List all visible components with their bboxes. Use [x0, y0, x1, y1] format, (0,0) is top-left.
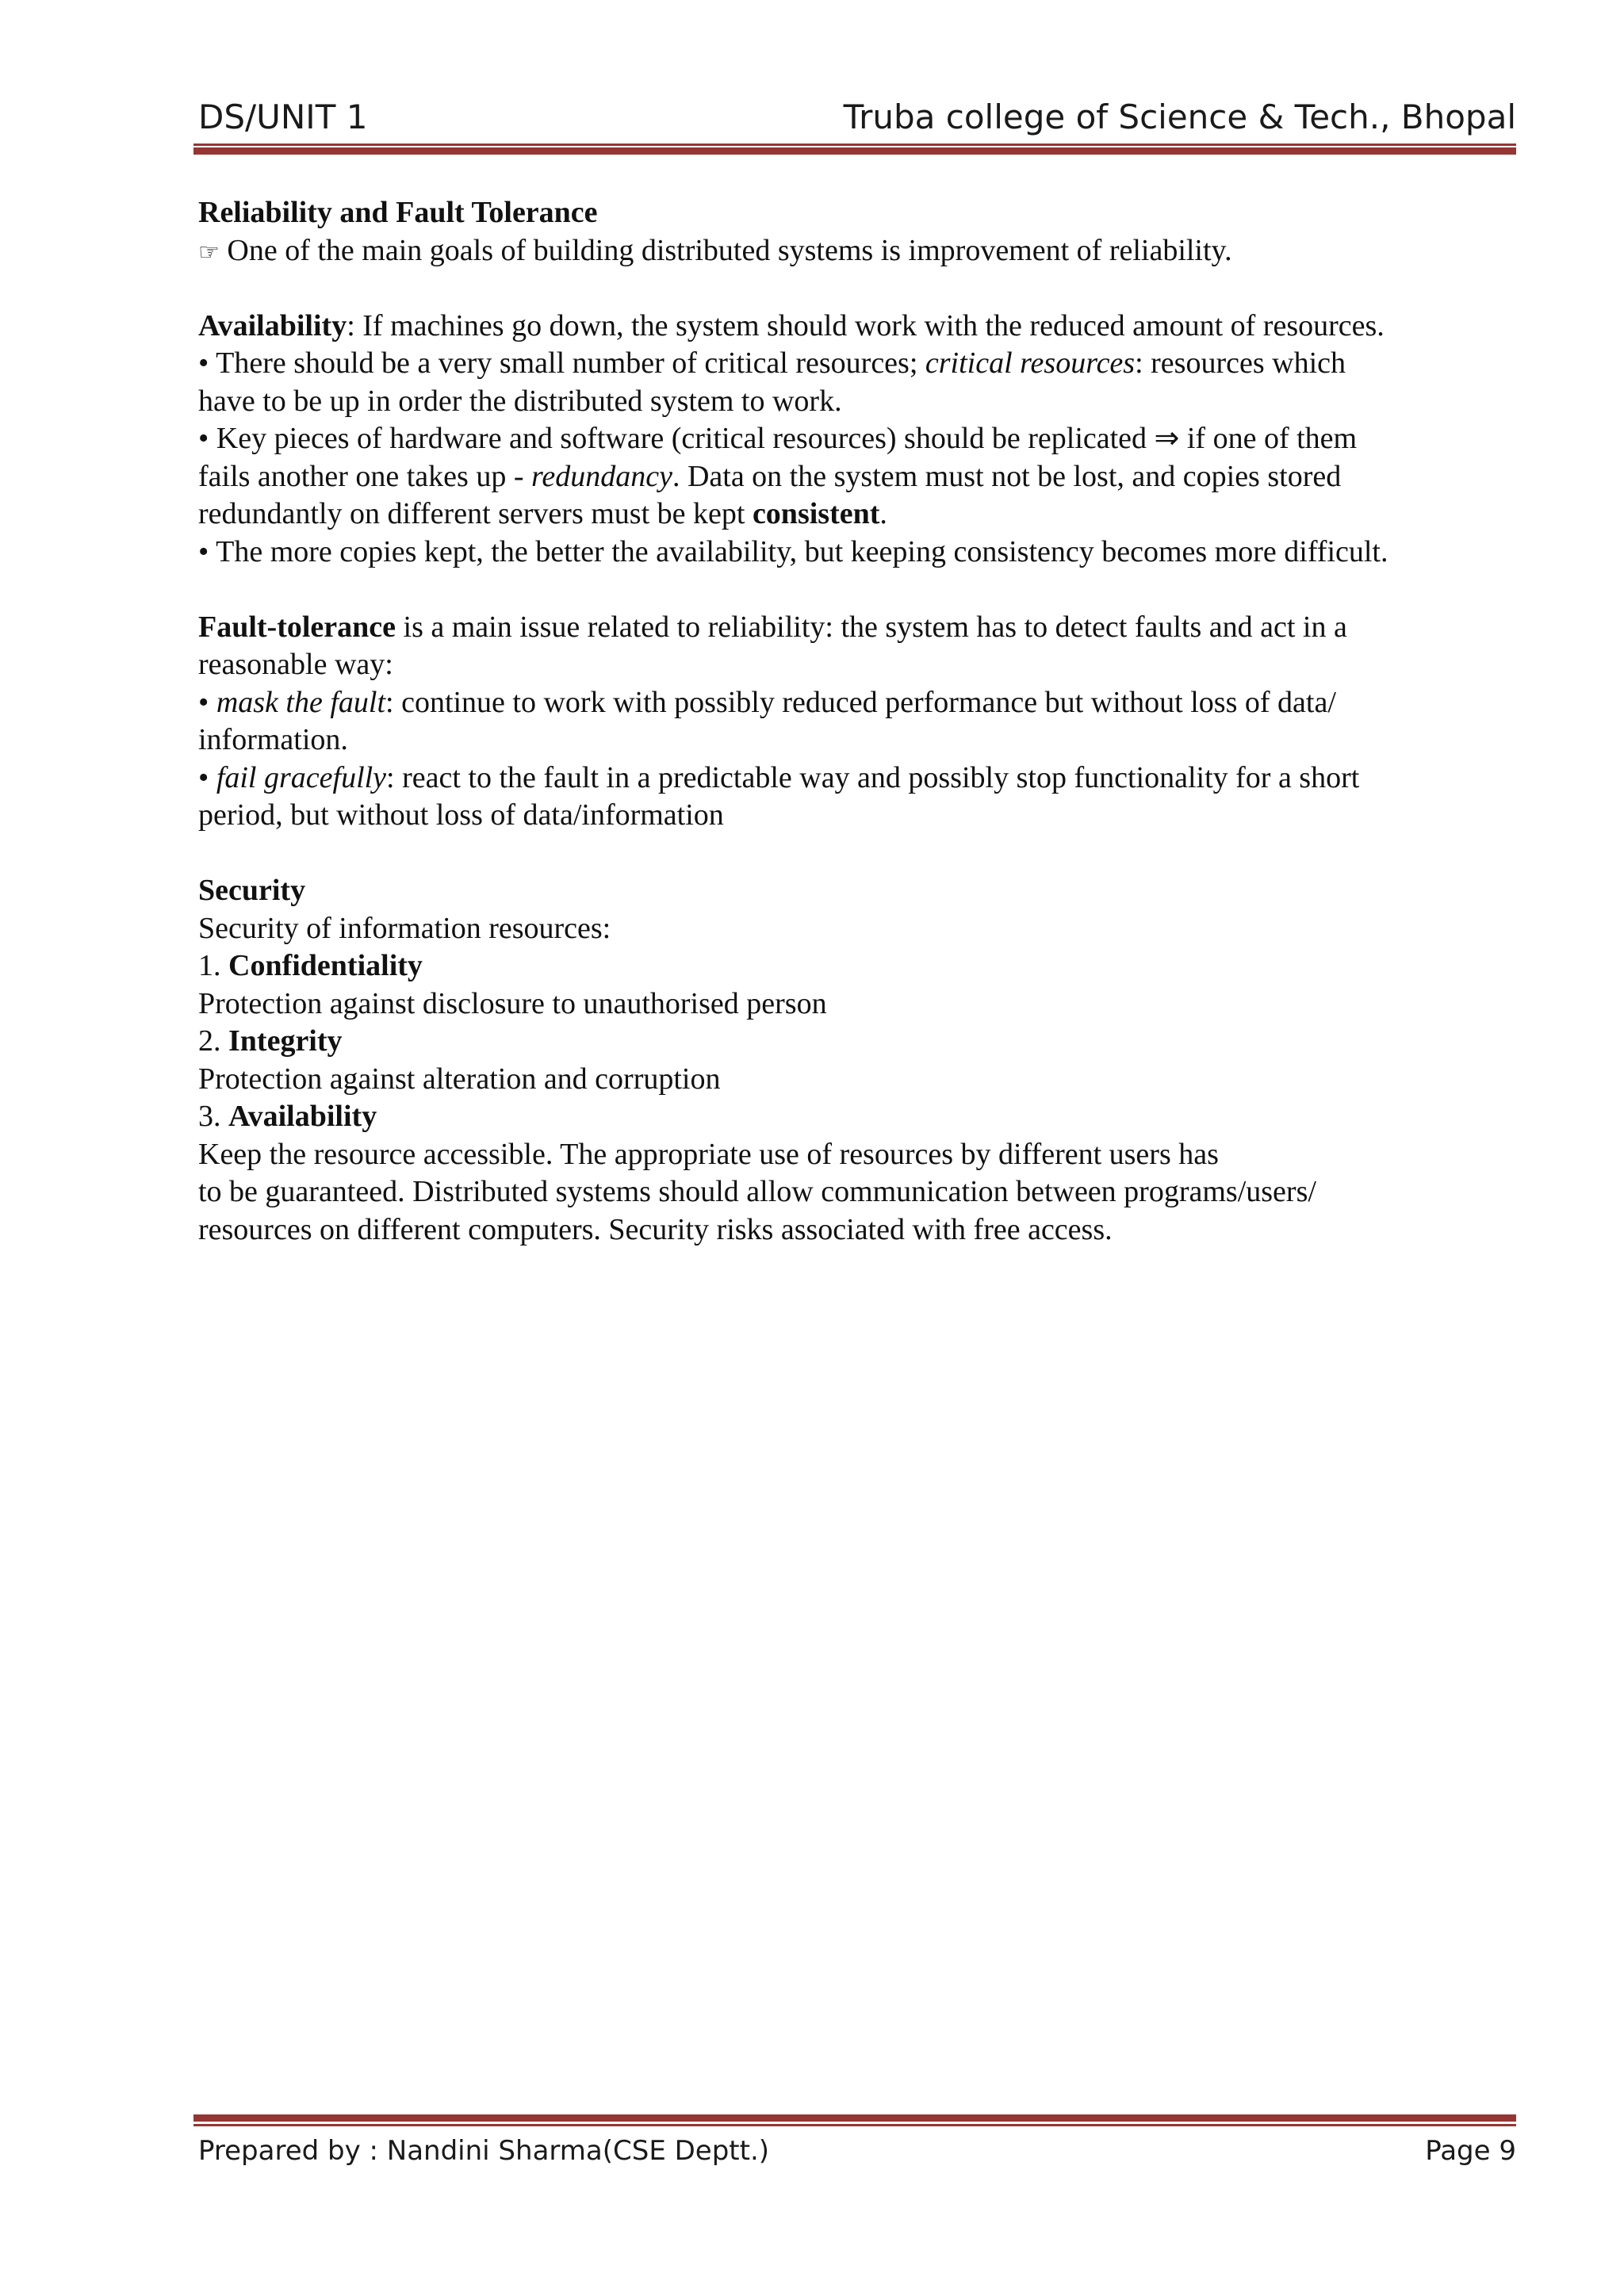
availability-bullet-2-cont-2: redundantly on different servers must be kept consistent. — [198, 497, 887, 530]
page-footer — [198, 2131, 1516, 2171]
header-rule-thick — [193, 147, 1516, 155]
fault-tolerance-bullet-1: • mask the fault: continue to work with possibly reduced performance but without loss of data/ — [198, 685, 1336, 719]
reliability-intro: ☞ One of the main goals of building distributed systems is improvement of reliability. — [198, 233, 1232, 267]
availability-definition: Availability: If machines go down, the system should work with the reduced amount of resources. — [198, 308, 1385, 342]
availability-bullet-2-cont: fails another one takes up - redundancy. Data on the system must not be lost, and copies stored — [198, 459, 1342, 493]
security-item-3-title: 3. Availability — [198, 1100, 377, 1133]
security-closing-line-2: to be guaranteed. Distributed systems should allow communication between programs/users/ — [198, 1175, 1316, 1208]
security-item-1-title: 1. Confidentiality — [198, 949, 423, 982]
availability-bullet-1: • There should be a very small number of critical resources; critical resources: resources which — [198, 346, 1346, 380]
security-item-2-title: 2. Integrity — [198, 1024, 343, 1058]
footer-rule-thin — [193, 2124, 1516, 2126]
availability-bullet-1-cont: have to be up in order the distributed system to work. — [198, 384, 842, 418]
header-unit-title: DS/UNIT 1 — [198, 98, 368, 136]
security-intro: Security of information resources: — [198, 911, 611, 945]
security-item-3-desc: Keep the resource accessible. The appropriate use of resources by different users has — [198, 1137, 1219, 1171]
security-item-1-desc: Protection against disclosure to unauthorised person — [198, 986, 827, 1020]
page-body — [198, 194, 1530, 1249]
footer-page-number: Page 9 — [1425, 2135, 1516, 2167]
security-closing-line-3: resources on different computers. Security risks associated with free access. — [198, 1212, 1113, 1246]
fault-tolerance-bullet-2-cont: period, but without loss of data/information — [198, 798, 724, 832]
security-item-2-desc: Protection against alteration and corruption — [198, 1062, 721, 1096]
page-header — [198, 94, 1516, 143]
footer-rule-thick — [193, 2114, 1516, 2122]
fault-tolerance-bullet-2: • fail gracefully: react to the fault in a predictable way and possibly stop functionality for a short — [198, 760, 1360, 794]
reliability-heading: Reliability and Fault Tolerance — [198, 196, 598, 229]
availability-bullet-2: • Key pieces of hardware and software (critical resources) should be replicated ⇒ if one of them — [198, 422, 1358, 455]
fault-tolerance-definition-cont: reasonable way: — [198, 648, 393, 681]
footer-author: Prepared by : Nandini Sharma(CSE Deptt.) — [198, 2135, 770, 2167]
security-heading: Security — [198, 874, 306, 907]
pointing-hand-icon: ☞ — [198, 238, 220, 266]
header-rule-thin — [193, 144, 1516, 146]
header-college-name: Truba college of Science & Tech., Bhopal — [843, 98, 1516, 136]
availability-bullet-3: • The more copies kept, the better the availability, but keeping consistency becomes more difficult. — [198, 534, 1388, 568]
fault-tolerance-bullet-1-cont: information. — [198, 723, 348, 756]
fault-tolerance-definition: Fault-tolerance is a main issue related to reliability: the system has to detect faults and act in a — [198, 610, 1347, 644]
